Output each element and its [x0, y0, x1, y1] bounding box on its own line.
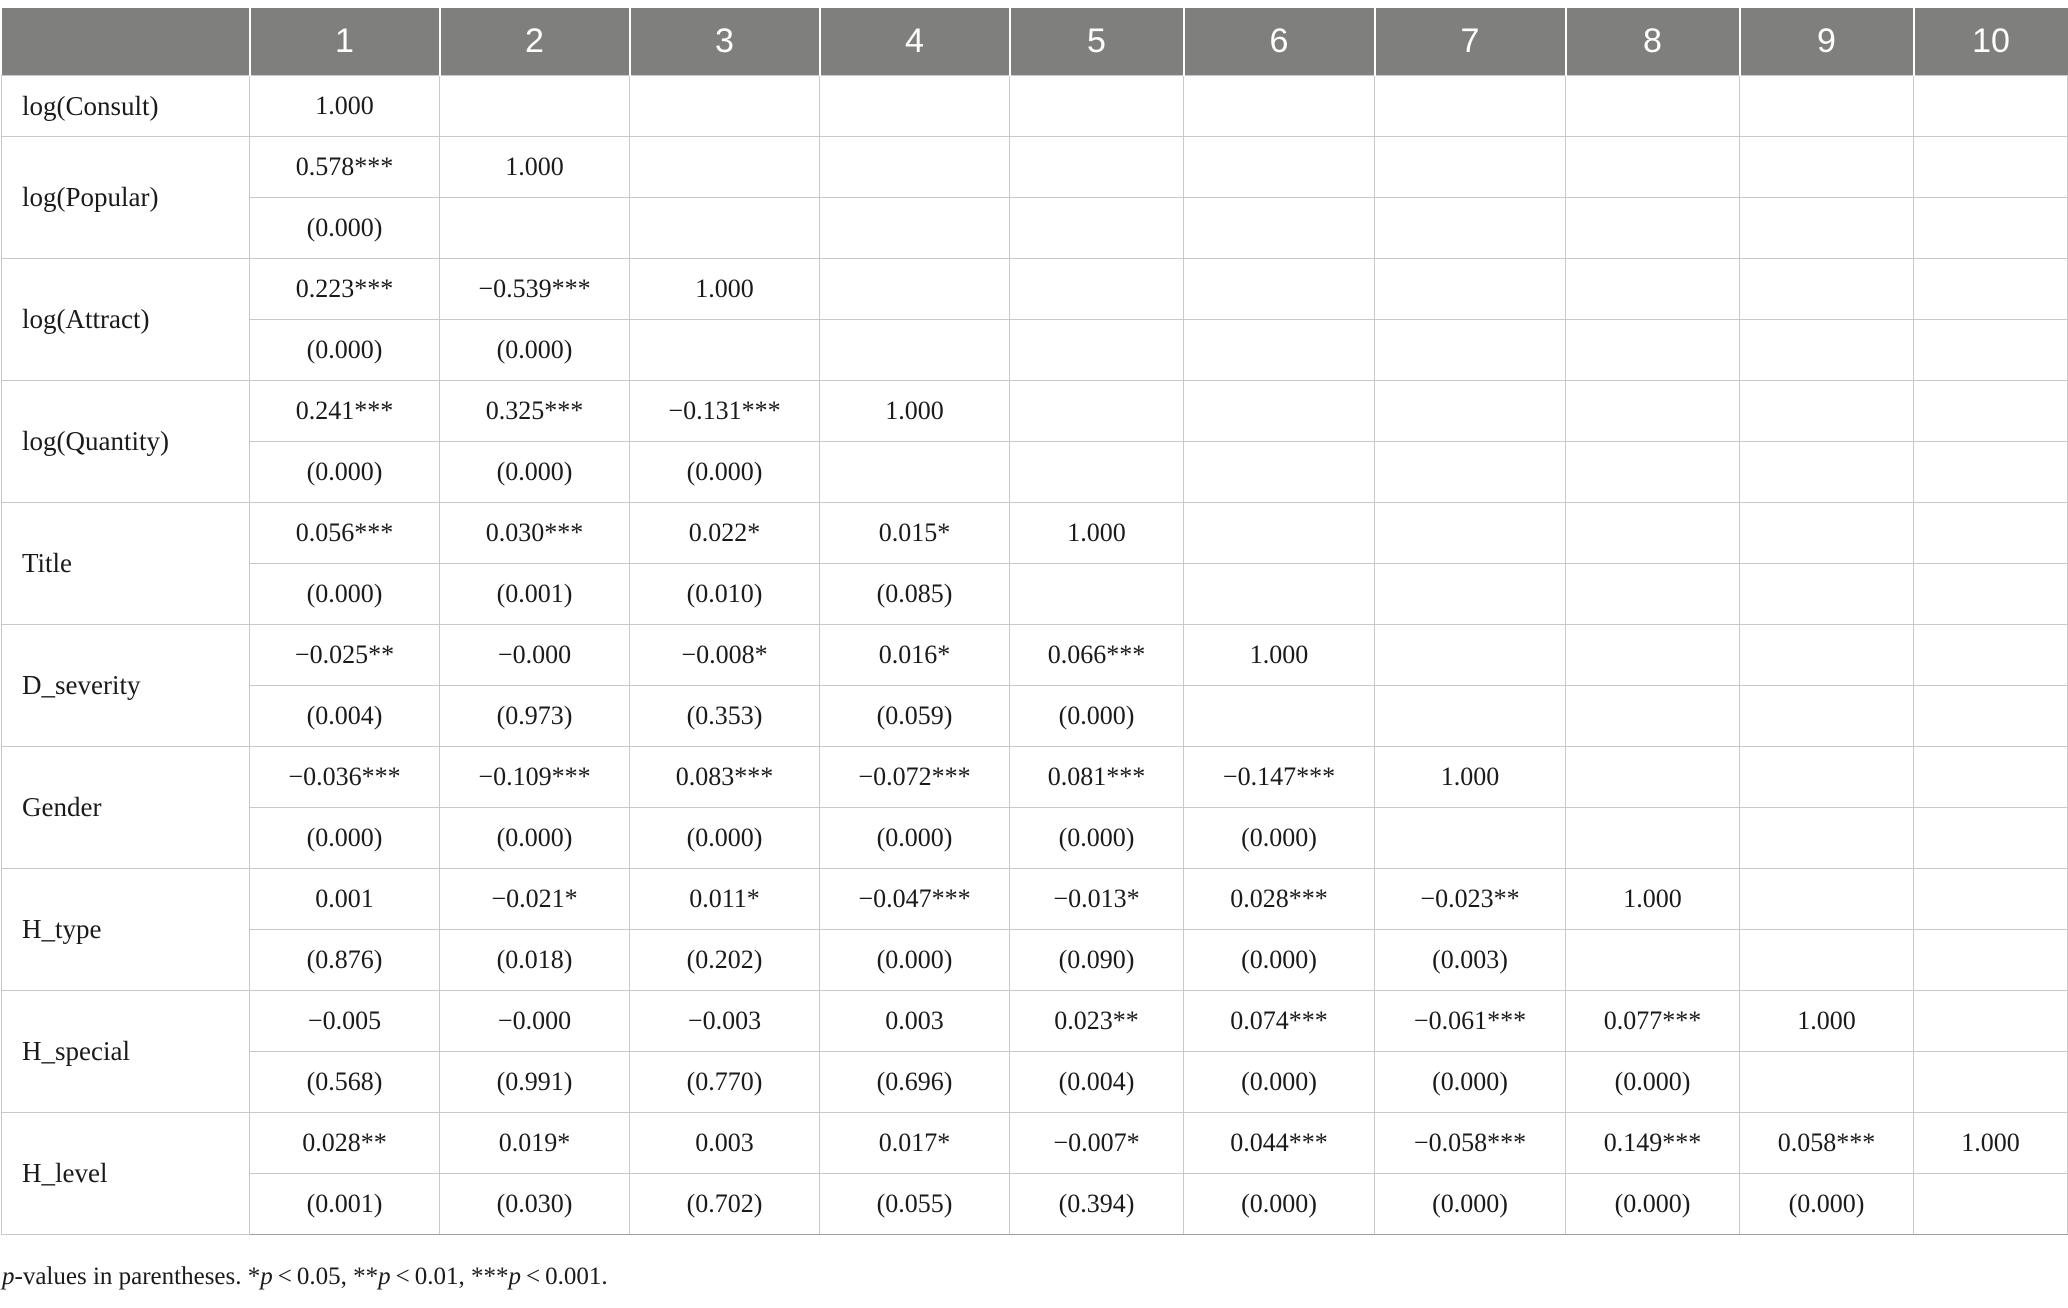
empty-cell: [1375, 686, 1566, 747]
empty-cell: [1566, 198, 1740, 259]
column-header-10: 10: [1914, 4, 2068, 76]
empty-cell: [1375, 503, 1566, 564]
empty-cell: [1566, 564, 1740, 625]
coefficient-cell: −0.007*: [1010, 1113, 1184, 1174]
pvalue-cell: (0.000): [1375, 1052, 1566, 1113]
coefficient-cell: 0.001: [250, 869, 440, 930]
correlation-table: [1, 0, 2068, 1235]
pvalue-cell: (0.000): [630, 808, 820, 869]
coefficient-cell: 0.074***: [1184, 991, 1375, 1052]
pvalue-cell: (0.000): [440, 808, 630, 869]
coefficient-cell: 0.058***: [1740, 1113, 1914, 1174]
empty-cell: [1914, 259, 2068, 320]
pvalue-cell: (0.000): [820, 808, 1010, 869]
coefficient-cell: 0.019*: [440, 1113, 630, 1174]
empty-cell: [1914, 76, 2068, 137]
empty-cell: [1914, 381, 2068, 442]
empty-cell: [1375, 564, 1566, 625]
pvalue-cell: (0.000): [820, 930, 1010, 991]
header-corner: [2, 4, 250, 76]
pvalue-cell: (0.030): [440, 1174, 630, 1235]
empty-cell: [440, 76, 630, 137]
empty-cell: [1566, 76, 1740, 137]
pvalue-cell: (0.000): [250, 808, 440, 869]
coefficient-cell: 0.241***: [250, 381, 440, 442]
pvalue-cell: (0.000): [250, 320, 440, 381]
pvalue-cell: (0.004): [250, 686, 440, 747]
pvalue-cell: (0.085): [820, 564, 1010, 625]
empty-cell: [1010, 259, 1184, 320]
coefficient-cell: 0.077***: [1566, 991, 1740, 1052]
column-header-4: 4: [820, 4, 1010, 76]
empty-cell: [820, 259, 1010, 320]
empty-cell: [1740, 1052, 1914, 1113]
empty-cell: [1566, 259, 1740, 320]
column-header-9: 9: [1740, 4, 1914, 76]
coefficient-cell: 1.000: [440, 137, 630, 198]
coefficient-cell: 1.000: [1740, 991, 1914, 1052]
pvalue-row: [2, 686, 2068, 747]
empty-cell: [1375, 137, 1566, 198]
coefficient-cell: 0.066***: [1010, 625, 1184, 686]
pvalue-cell: (0.000): [1184, 1174, 1375, 1235]
empty-cell: [1566, 625, 1740, 686]
pvalue-row: [2, 808, 2068, 869]
coefficient-cell: −0.072***: [820, 747, 1010, 808]
footnote-p: p: [2, 1263, 15, 1290]
row-label: log(Popular): [2, 137, 250, 259]
empty-cell: [1914, 564, 2068, 625]
row-label: log(Consult): [2, 76, 250, 137]
empty-cell: [1740, 320, 1914, 381]
empty-cell: [1375, 808, 1566, 869]
empty-cell: [1566, 503, 1740, 564]
empty-cell: [1740, 808, 1914, 869]
pvalue-cell: (0.059): [820, 686, 1010, 747]
coefficient-cell: 0.011*: [630, 869, 820, 930]
empty-cell: [1375, 259, 1566, 320]
coefficient-cell: −0.000: [440, 991, 630, 1052]
empty-cell: [1914, 1174, 2068, 1235]
pvalue-cell: (0.000): [630, 442, 820, 503]
pvalue-cell: (0.000): [1184, 930, 1375, 991]
empty-cell: [1914, 198, 2068, 259]
empty-cell: [1740, 564, 1914, 625]
coefficient-cell: −0.147***: [1184, 747, 1375, 808]
table-body: [2, 76, 2068, 1235]
empty-cell: [1740, 930, 1914, 991]
coefficient-cell: 0.044***: [1184, 1113, 1375, 1174]
pvalue-row: [2, 1052, 2068, 1113]
empty-cell: [1740, 686, 1914, 747]
coefficient-cell: −0.008*: [630, 625, 820, 686]
pvalue-cell: (0.004): [1010, 1052, 1184, 1113]
coefficient-cell: 0.056***: [250, 503, 440, 564]
coefficient-cell: 0.578***: [250, 137, 440, 198]
empty-cell: [1375, 198, 1566, 259]
table-row: [2, 991, 2068, 1052]
empty-cell: [630, 76, 820, 137]
row-label: H_level: [2, 1113, 250, 1235]
coefficient-cell: −0.058***: [1375, 1113, 1566, 1174]
empty-cell: [1914, 869, 2068, 930]
empty-cell: [1010, 442, 1184, 503]
coefficient-cell: −0.025**: [250, 625, 440, 686]
row-label: D_severity: [2, 625, 250, 747]
pvalue-cell: (0.000): [440, 442, 630, 503]
coefficient-cell: −0.005: [250, 991, 440, 1052]
coefficient-cell: −0.109***: [440, 747, 630, 808]
empty-cell: [1375, 442, 1566, 503]
empty-cell: [1184, 442, 1375, 503]
empty-cell: [1010, 137, 1184, 198]
column-header-1: 1: [250, 4, 440, 76]
row-label: H_special: [2, 991, 250, 1113]
coefficient-cell: 1.000: [1010, 503, 1184, 564]
column-header-6: 6: [1184, 4, 1375, 76]
pvalue-row: [2, 930, 2068, 991]
empty-cell: [1914, 503, 2068, 564]
pvalue-cell: (0.000): [250, 442, 440, 503]
pvalue-cell: (0.000): [1010, 808, 1184, 869]
empty-cell: [1375, 320, 1566, 381]
pvalue-cell: (0.973): [440, 686, 630, 747]
pvalue-cell: (0.353): [630, 686, 820, 747]
empty-cell: [1566, 442, 1740, 503]
empty-cell: [1740, 442, 1914, 503]
empty-cell: [1566, 320, 1740, 381]
table-row: [2, 625, 2068, 686]
empty-cell: [1914, 991, 2068, 1052]
coefficient-cell: 0.325***: [440, 381, 630, 442]
empty-cell: [630, 137, 820, 198]
coefficient-cell: −0.013*: [1010, 869, 1184, 930]
coefficient-cell: −0.036***: [250, 747, 440, 808]
coefficient-cell: 0.081***: [1010, 747, 1184, 808]
coefficient-cell: 0.023**: [1010, 991, 1184, 1052]
row-label: log(Quantity): [2, 381, 250, 503]
empty-cell: [1010, 76, 1184, 137]
pvalue-cell: (0.001): [250, 1174, 440, 1235]
pvalue-cell: (0.000): [1566, 1174, 1740, 1235]
pvalue-cell: (0.055): [820, 1174, 1010, 1235]
empty-cell: [1740, 869, 1914, 930]
pvalue-cell: (0.394): [1010, 1174, 1184, 1235]
footnote-text-1: -values in parentheses. *: [14, 1263, 261, 1290]
table-row: [2, 1113, 2068, 1174]
coefficient-cell: 0.003: [820, 991, 1010, 1052]
empty-cell: [1740, 76, 1914, 137]
empty-cell: [1740, 747, 1914, 808]
empty-cell: [1914, 747, 2068, 808]
pvalue-cell: (0.090): [1010, 930, 1184, 991]
empty-cell: [1914, 625, 2068, 686]
column-header-8: 8: [1566, 4, 1740, 76]
column-header-3: 3: [630, 4, 820, 76]
pvalue-cell: (0.000): [1184, 808, 1375, 869]
pvalue-cell: (0.001): [440, 564, 630, 625]
empty-cell: [1010, 198, 1184, 259]
empty-cell: [1740, 503, 1914, 564]
pvalue-cell: (0.770): [630, 1052, 820, 1113]
empty-cell: [1184, 320, 1375, 381]
empty-cell: [1184, 76, 1375, 137]
pvalue-cell: (0.000): [440, 320, 630, 381]
footnote-text-3: < 0.01, ***: [390, 1263, 509, 1290]
coefficient-cell: −0.539***: [440, 259, 630, 320]
pvalue-row: [2, 564, 2068, 625]
coefficient-cell: 1.000: [630, 259, 820, 320]
pvalue-cell: (0.003): [1375, 930, 1566, 991]
empty-cell: [1184, 503, 1375, 564]
pvalue-cell: (0.010): [630, 564, 820, 625]
footnote-text-4: < 0.001.: [520, 1263, 608, 1290]
empty-cell: [1914, 137, 2068, 198]
empty-cell: [1740, 198, 1914, 259]
empty-cell: [1184, 137, 1375, 198]
table-row: [2, 137, 2068, 198]
table-row: [2, 747, 2068, 808]
empty-cell: [1375, 381, 1566, 442]
coefficient-cell: 0.149***: [1566, 1113, 1740, 1174]
row-label: log(Attract): [2, 259, 250, 381]
table-footnote: [2, 1263, 608, 1291]
row-label: Gender: [2, 747, 250, 869]
footnote-p-3: p: [508, 1263, 521, 1290]
empty-cell: [820, 198, 1010, 259]
pvalue-row: [2, 198, 2068, 259]
coefficient-cell: 0.223***: [250, 259, 440, 320]
coefficient-cell: 0.083***: [630, 747, 820, 808]
coefficient-cell: 1.000: [250, 76, 440, 137]
pvalue-cell: (0.696): [820, 1052, 1010, 1113]
footnote-p-2: p: [378, 1263, 391, 1290]
pvalue-row: [2, 320, 2068, 381]
empty-cell: [630, 320, 820, 381]
column-header-5: 5: [1010, 4, 1184, 76]
coefficient-cell: −0.061***: [1375, 991, 1566, 1052]
pvalue-cell: (0.000): [1566, 1052, 1740, 1113]
empty-cell: [440, 198, 630, 259]
empty-cell: [1010, 320, 1184, 381]
pvalue-cell: (0.000): [250, 564, 440, 625]
pvalue-cell: (0.000): [250, 198, 440, 259]
empty-cell: [820, 320, 1010, 381]
empty-cell: [1566, 930, 1740, 991]
empty-cell: [1914, 442, 2068, 503]
coefficient-cell: 0.022*: [630, 503, 820, 564]
empty-cell: [1566, 808, 1740, 869]
empty-cell: [1914, 930, 2068, 991]
coefficient-cell: 0.028**: [250, 1113, 440, 1174]
pvalue-cell: (0.000): [1010, 686, 1184, 747]
coefficient-cell: −0.023**: [1375, 869, 1566, 930]
empty-cell: [1010, 564, 1184, 625]
coefficient-cell: −0.003: [630, 991, 820, 1052]
empty-cell: [1184, 381, 1375, 442]
empty-cell: [1566, 747, 1740, 808]
empty-cell: [1010, 381, 1184, 442]
footnote-text-2: < 0.05, **: [272, 1263, 379, 1290]
coefficient-cell: 0.003: [630, 1113, 820, 1174]
row-label: H_type: [2, 869, 250, 991]
empty-cell: [1740, 625, 1914, 686]
empty-cell: [1740, 137, 1914, 198]
coefficient-cell: −0.021*: [440, 869, 630, 930]
pvalue-cell: (0.000): [1740, 1174, 1914, 1235]
pvalue-cell: (0.000): [1375, 1174, 1566, 1235]
empty-cell: [1184, 198, 1375, 259]
empty-cell: [1914, 808, 2068, 869]
empty-cell: [1566, 137, 1740, 198]
pvalue-cell: (0.202): [630, 930, 820, 991]
empty-cell: [1375, 76, 1566, 137]
pvalue-cell: (0.876): [250, 930, 440, 991]
empty-cell: [1184, 686, 1375, 747]
column-header-7: 7: [1375, 4, 1566, 76]
coefficient-cell: 1.000: [1566, 869, 1740, 930]
coefficient-cell: −0.047***: [820, 869, 1010, 930]
coefficient-cell: 0.017*: [820, 1113, 1010, 1174]
empty-cell: [1740, 381, 1914, 442]
column-header-2: 2: [440, 4, 630, 76]
coefficient-cell: 0.028***: [1184, 869, 1375, 930]
pvalue-cell: (0.702): [630, 1174, 820, 1235]
coefficient-cell: 1.000: [820, 381, 1010, 442]
empty-cell: [1184, 564, 1375, 625]
pvalue-cell: (0.018): [440, 930, 630, 991]
empty-cell: [1375, 625, 1566, 686]
table-row: [2, 503, 2068, 564]
footnote-p-1: p: [260, 1263, 273, 1290]
empty-cell: [1914, 320, 2068, 381]
coefficient-cell: 1.000: [1184, 625, 1375, 686]
pvalue-cell: (0.991): [440, 1052, 630, 1113]
coefficient-cell: 1.000: [1375, 747, 1566, 808]
empty-cell: [1914, 1052, 2068, 1113]
empty-cell: [820, 137, 1010, 198]
pvalue-row: [2, 442, 2068, 503]
empty-cell: [1914, 686, 2068, 747]
empty-cell: [630, 198, 820, 259]
coefficient-cell: −0.000: [440, 625, 630, 686]
table-row: [2, 381, 2068, 442]
table-row: [2, 259, 2068, 320]
table-row: [2, 76, 2068, 137]
row-label: Title: [2, 503, 250, 625]
empty-cell: [1740, 259, 1914, 320]
pvalue-cell: (0.000): [1184, 1052, 1375, 1113]
coefficient-cell: 0.030***: [440, 503, 630, 564]
empty-cell: [820, 442, 1010, 503]
coefficient-cell: 0.016*: [820, 625, 1010, 686]
empty-cell: [820, 76, 1010, 137]
header-row: [2, 4, 2068, 76]
pvalue-cell: (0.568): [250, 1052, 440, 1113]
empty-cell: [1184, 259, 1375, 320]
empty-cell: [1566, 686, 1740, 747]
empty-cell: [1566, 381, 1740, 442]
table-row: [2, 869, 2068, 930]
coefficient-cell: −0.131***: [630, 381, 820, 442]
coefficient-cell: 1.000: [1914, 1113, 2068, 1174]
pvalue-row: [2, 1174, 2068, 1235]
coefficient-cell: 0.015*: [820, 503, 1010, 564]
